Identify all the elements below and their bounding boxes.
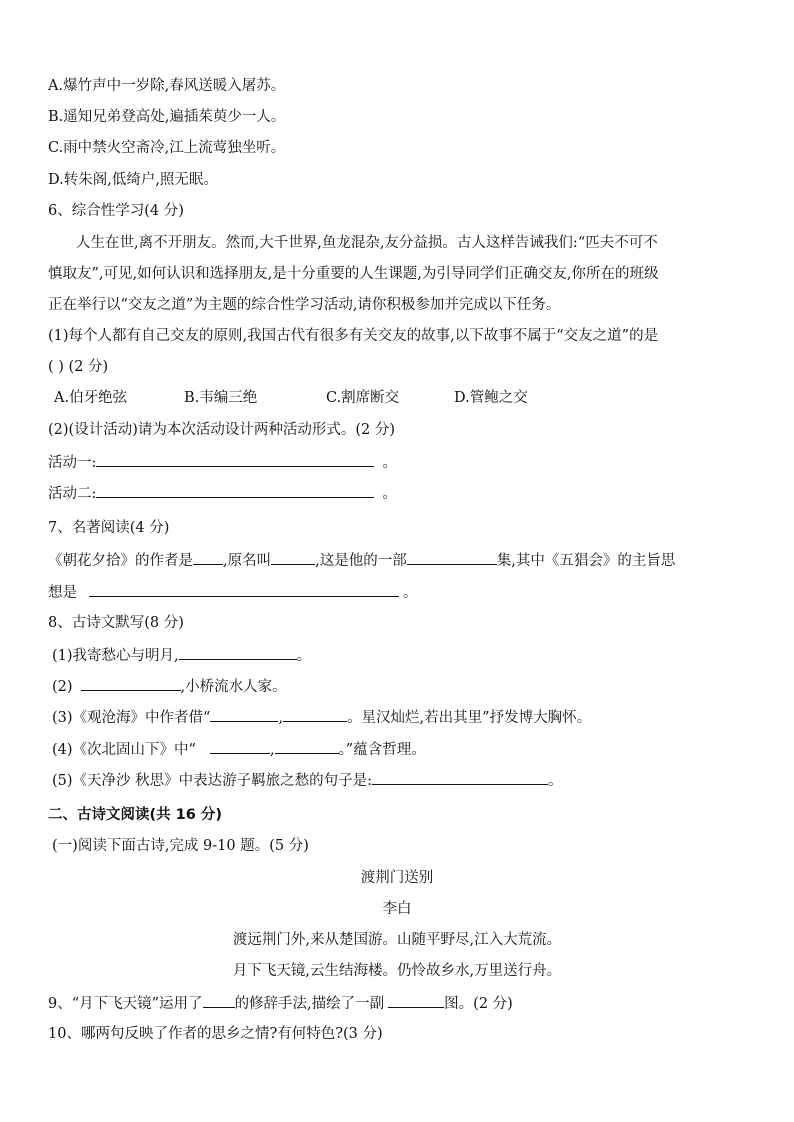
q8-item4-blank1[interactable] — [210, 739, 270, 754]
q8-item5-text: (5)《天净沙 秋思》中表达游子羁旅之愁的句子是: — [52, 773, 373, 789]
q9-picture-blank[interactable] — [388, 993, 444, 1008]
q6-option-a: A.伯牙绝弦 — [54, 390, 128, 406]
q8-item1 — [52, 645, 311, 666]
section2-title: 二、古诗文阅读(共 16 分) — [48, 807, 223, 823]
q6-option-b: B.韦编三绝 — [184, 390, 258, 406]
q6-option-d: D.管鲍之交 — [454, 390, 528, 406]
poem-line2: 月下飞天镜,云生结海楼。仍怜故乡水,万里送行舟。 — [232, 963, 562, 979]
q8-item4-blank2[interactable] — [275, 739, 339, 754]
q6-options-row — [54, 388, 528, 408]
q7-original-name-blank[interactable] — [271, 550, 315, 565]
q8-item5-blank[interactable] — [372, 770, 548, 785]
q8-item5-end: 。 — [548, 773, 563, 789]
q9-text-c: 图。(2 分) — [444, 996, 513, 1012]
q10: 10、哪两句反映了作者的思乡之情?有何特色?(3 分) — [48, 1026, 383, 1042]
q6-sub1-line2: ( ) (2 分) — [48, 359, 109, 375]
q8-item3-text: (3)《观沧海》中作者借“ — [52, 710, 211, 726]
q8-item3-blank1[interactable] — [210, 707, 278, 722]
q8-item2-blank[interactable] — [81, 676, 181, 691]
q8-item3 — [52, 707, 591, 728]
activity1-label: 活动一: — [48, 455, 97, 471]
activity2-label: 活动二: — [48, 486, 97, 502]
poem-line1: 渡远荆门外,来从楚国游。山随平野尽,江入大荒流。 — [232, 932, 562, 948]
q6-paragraph-line1: 人生在世,离不开朋友。然而,大千世界,鱼龙混杂,友分益损。古人这样告诫我们:“匹夫不可不 — [76, 235, 658, 251]
q7-line1 — [48, 550, 675, 571]
q8-item5 — [52, 770, 563, 791]
q6-title: 6、综合性学习(4 分) — [48, 203, 184, 219]
q8-item3-blank2[interactable] — [283, 707, 347, 722]
q8-item4-tail: 。”蕴含哲理。 — [338, 742, 426, 758]
q6-sub2: (2)(设计活动)请为本次活动设计两种活动形式。(2 分) — [48, 422, 395, 438]
q6-option-c: C.割席断交 — [326, 390, 400, 406]
q5-option-b: B.遥知兄弟登高处,遍插茱萸少一人。 — [48, 109, 286, 125]
activity1-period: 。 — [382, 455, 397, 471]
q5-option-d: D.转朱阁,低绮户,照无眠。 — [48, 172, 218, 188]
poem-author: 李白 — [382, 901, 412, 917]
activity1-row — [48, 452, 397, 473]
q7-text-f: 。 — [403, 585, 418, 601]
activity2-blank[interactable] — [96, 483, 374, 498]
q5-option-a: A.爆竹声中一岁除,春风送暖入屠苏。 — [48, 78, 286, 94]
q7-theme-blank[interactable] — [89, 582, 399, 597]
q7-text-e: 想是 — [48, 585, 77, 601]
q5-option-c: C.雨中禁火空斋冷,江上流莺独坐听。 — [48, 140, 286, 156]
section2-sub: (一)阅读下面古诗,完成 9-10 题。(5 分) — [52, 838, 309, 854]
q9-text-b: 的修辞手法,描绘了一副 — [234, 996, 385, 1012]
q8-item2-num: (2) — [52, 679, 73, 695]
q9-text-a: 9、“月下飞天镜”运用了 — [48, 996, 203, 1012]
poem-title: 渡荆门送别 — [360, 870, 434, 886]
q8-item2-text: ,小桥流水人家。 — [180, 679, 287, 695]
q7-line2 — [48, 582, 418, 603]
q8-item1-blank[interactable] — [179, 645, 297, 660]
q8-item1-text: (1)我寄愁心与明月, — [52, 648, 179, 664]
q8-item4 — [52, 739, 426, 760]
q7-text-a: 《朝花夕拾》的作者是 — [48, 553, 193, 569]
activity2-period: 。 — [382, 486, 397, 502]
q6-paragraph-line2: 慎取友”,可见,如何认识和选择朋友,是十分重要的人生课题,为引导同学们正确交友,你所在的班级 — [48, 266, 659, 282]
q8-item1-end: 。 — [296, 648, 312, 664]
q8-item4-text: (4)《次北固山下》中“ — [52, 742, 196, 758]
q8-item3-tail: 。星汉灿烂,若出其里”抒发博大胸怀。 — [347, 710, 592, 726]
q7-title: 7、名著阅读(4 分) — [48, 520, 170, 536]
q7-text-d: 集,其中《五猖会》的主旨思 — [496, 553, 676, 569]
q8-title: 8、古诗文默写(8 分) — [48, 615, 184, 631]
q6-sub1-line1: (1)每个人都有自己交友的原则,我国古代有很多有关交友的故事,以下故事不属于“交友之道”的是 — [48, 328, 659, 344]
activity2-row — [48, 483, 397, 504]
q8-item3-comma: , — [278, 710, 284, 726]
q7-author-blank[interactable] — [193, 550, 223, 565]
q9 — [48, 993, 513, 1014]
q7-text-c: ,这是他的一部 — [315, 553, 407, 569]
q9-rhetoric-blank[interactable] — [203, 993, 235, 1008]
q8-item4-comma: , — [269, 742, 275, 758]
activity1-blank[interactable] — [96, 452, 374, 467]
q8-item2 — [52, 676, 287, 697]
q7-text-b: ,原名叫 — [223, 553, 272, 569]
q7-genre-blank[interactable] — [407, 550, 497, 565]
q6-paragraph-line3: 正在举行以“交友之道”为主题的综合性学习活动,请你积极参加并完成以下任务。 — [48, 297, 561, 313]
